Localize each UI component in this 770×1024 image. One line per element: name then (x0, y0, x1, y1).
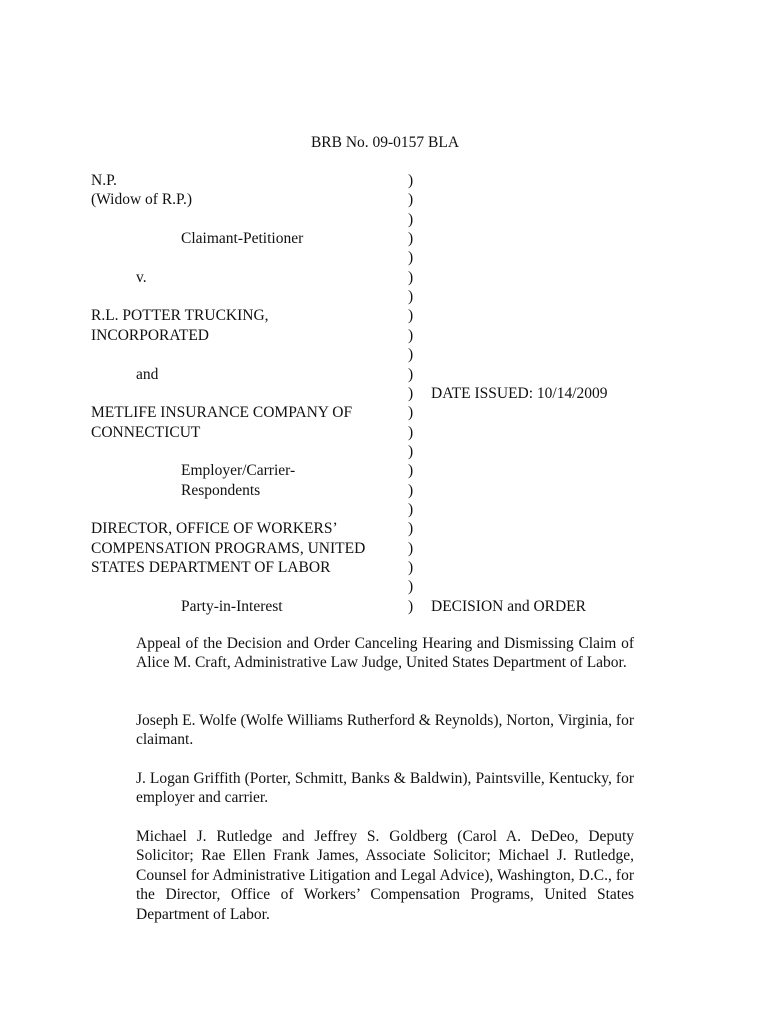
caption-paren: ) (408, 500, 414, 518)
caption-party-text: Party-in-Interest (181, 597, 283, 615)
case-caption (0, 171, 770, 621)
caption-row (0, 248, 770, 267)
caption-row (0, 403, 770, 422)
caption-party-text: METLIFE INSURANCE COMPANY OF (91, 404, 353, 422)
caption-row (0, 171, 770, 190)
caption-paren: ) (408, 578, 414, 596)
caption-row (0, 597, 770, 616)
caption-paren: ) (408, 442, 414, 460)
caption-party-text: Employer/Carrier- (181, 462, 296, 480)
caption-paren: ) (408, 346, 414, 364)
caption-paren: ) (408, 268, 414, 286)
decision-order-label: DECISION and ORDER (431, 597, 586, 615)
caption-row (0, 229, 770, 248)
caption-row (0, 519, 770, 538)
caption-paren: ) (408, 172, 414, 189)
caption-row (0, 287, 770, 306)
caption-paren: ) (408, 481, 414, 499)
caption-paren: ) (408, 384, 414, 402)
caption-row (0, 326, 770, 345)
caption-row (0, 539, 770, 558)
caption-paren: ) (408, 191, 414, 209)
director-counsel-paragraph: Michael J. Rutledge and Jeffrey S. Goldberg (Carol A. DeDeo, Deputy Solicitor; Rae Ellen Frank James, Associate Solicitor; Michael J. Rutledge, Counsel for Administrative Litigation and Legal Advice), Washington, D.C., for the Director, Office of Workers’ Compensation Programs, United States Department of Labor. (136, 828, 634, 923)
caption-paren: ) (408, 230, 414, 248)
caption-party-text: N.P. (91, 172, 117, 189)
caption-row (0, 210, 770, 229)
case-number: BRB No. 09-0157 BLA (310, 134, 460, 151)
caption-paren: ) (408, 326, 414, 344)
caption-paren: ) (408, 210, 414, 228)
caption-row (0, 577, 770, 596)
caption-row (0, 345, 770, 364)
caption-paren: ) (408, 288, 414, 306)
caption-paren: ) (408, 597, 414, 615)
caption-party-text: DIRECTOR, OFFICE OF WORKERS’ (91, 520, 338, 538)
caption-party-text: v. (136, 268, 147, 286)
caption-row (0, 423, 770, 442)
caption-row (0, 442, 770, 461)
caption-party-text: (Widow of R.P.) (91, 191, 192, 209)
caption-row (0, 500, 770, 519)
caption-row (0, 481, 770, 500)
caption-party-text: STATES DEPARTMENT OF LABOR (91, 559, 331, 576)
caption-paren: ) (408, 423, 414, 441)
caption-paren: ) (408, 462, 414, 480)
caption-paren: ) (408, 249, 414, 267)
caption-paren: ) (408, 559, 414, 576)
caption-party-text: Respondents (181, 481, 261, 499)
caption-paren: ) (408, 539, 414, 557)
caption-party-text: Claimant-Petitioner (181, 230, 304, 248)
appeal-paragraph: Appeal of the Decision and Order Canceling Hearing and Dismissing Claim of Alice M. Craft, Administrative Law Judge, United States Department of Labor. (136, 635, 634, 672)
caption-paren: ) (408, 520, 414, 538)
caption-party-text: COMPENSATION PROGRAMS, UNITED (91, 539, 366, 557)
caption-paren: ) (408, 307, 414, 325)
caption-row (0, 558, 770, 577)
caption-row (0, 461, 770, 480)
caption-paren: ) (408, 365, 414, 383)
caption-party-text: INCORPORATED (91, 326, 209, 344)
caption-paren: ) (408, 404, 414, 422)
claimant-counsel-paragraph: Joseph E. Wolfe (Wolfe Williams Rutherford & Reynolds), Norton, Virginia, for claimant. (136, 712, 634, 749)
caption-party-text: and (136, 365, 159, 383)
caption-party-text: R.L. POTTER TRUCKING, (91, 307, 269, 325)
employer-counsel-paragraph: J. Logan Griffith (Porter, Schmitt, Banks & Baldwin), Paintsville, Kentucky, for employer and carrier. (136, 770, 634, 807)
caption-row (0, 268, 770, 287)
caption-row (0, 365, 770, 384)
caption-row (0, 384, 770, 403)
caption-row (0, 306, 770, 325)
date-issued: DATE ISSUED: 10/14/2009 (431, 384, 608, 402)
caption-party-text: CONNECTICUT (91, 423, 201, 441)
caption-row (0, 190, 770, 209)
